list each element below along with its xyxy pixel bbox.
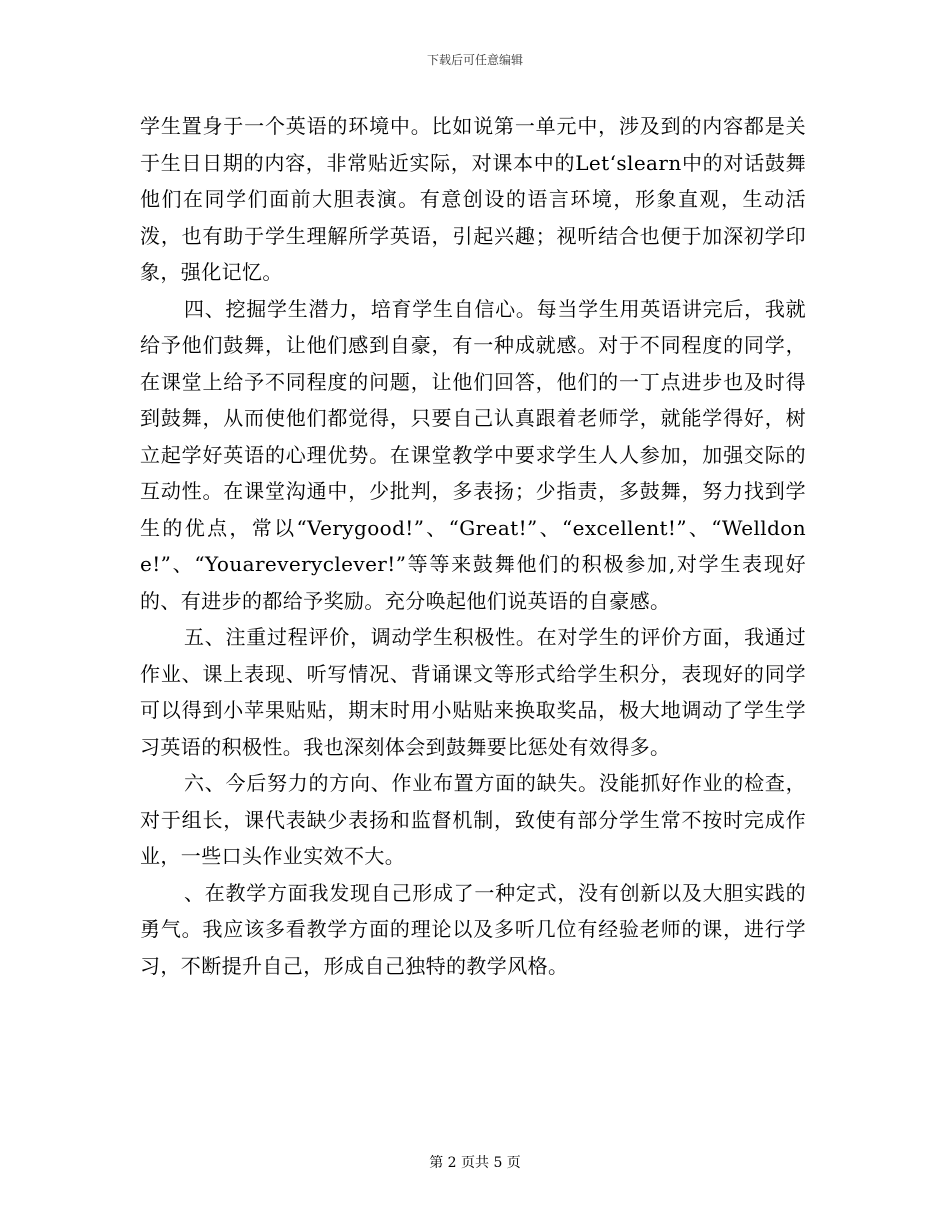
paragraph-1: 学生置身于一个英语的环境中。比如说第一单元中，涉及到的内容都是关于生日日期的内容，非常贴近实际，对课本中的Let‘slearn中的对话鼓舞他们在同学们面前大胆表演。有意创设的语言环境，形象直观，生动活泼，也有助于学生理解所学英语，引起兴趣；视听结合也便于加深初学印象，强化记忆。 bbox=[140, 114, 806, 284]
document-body bbox=[140, 108, 806, 984]
page-header: 下载后可任意编辑 bbox=[426, 53, 523, 67]
paragraph-3: 五、注重过程评价，调动学生积极性。在对学生的评价方面，我通过作业、课上表现、听写情况、背诵课文等形式给学生积分，表现好的同学可以得到小苹果贴贴，期末时用小贴贴来换取奖品，极大地调动了学生学习英语的积极性。我也深刻体会到鼓舞要比惩处有效得多。 bbox=[140, 625, 806, 759]
paragraph-4: 六、今后努力的方向、作业布置方面的缺失。没能抓好作业的检查，对于组长，课代表缺少表扬和监督机制，致使有部分学生常不按时完成作业，一些口头作业实效不大。 bbox=[140, 771, 806, 868]
paragraph-2: 四、挖掘学生潜力，培育学生自信心。每当学生用英语讲完后，我就给予他们鼓舞，让他们感到自豪，有一种成就感。对于不同程度的同学，在课堂上给予不同程度的问题，让他们回答，他们的一丁点进步也及时得到鼓舞，从而使他们都觉得，只要自己认真跟着老师学，就能学得好，树立起学好英语的心理优势。在课堂教学中要求学生人人参加，加强交际的互动性。在课堂沟通中，少批判，多表扬；少指责，多鼓舞，努力找到学生的优点，常以“Verygood!”、“Great!”、“excellent!”、“Welldone!”、“Youareveryclever!”等等来鼓舞他们的积极参加,对学生表现好的、有进步的都给予奖励。充分唤起他们说英语的自豪感。 bbox=[140, 296, 806, 613]
paragraph-5: 、在教学方面我发现自己形成了一种定式，没有创新以及大胆实践的勇气。我应该多看教学方面的理论以及多听几位有经验老师的课，进行学习，不断提升自己，形成自己独特的教学风格。 bbox=[140, 880, 806, 978]
page-number: 第 2 页共 5 页 bbox=[429, 1155, 521, 1171]
